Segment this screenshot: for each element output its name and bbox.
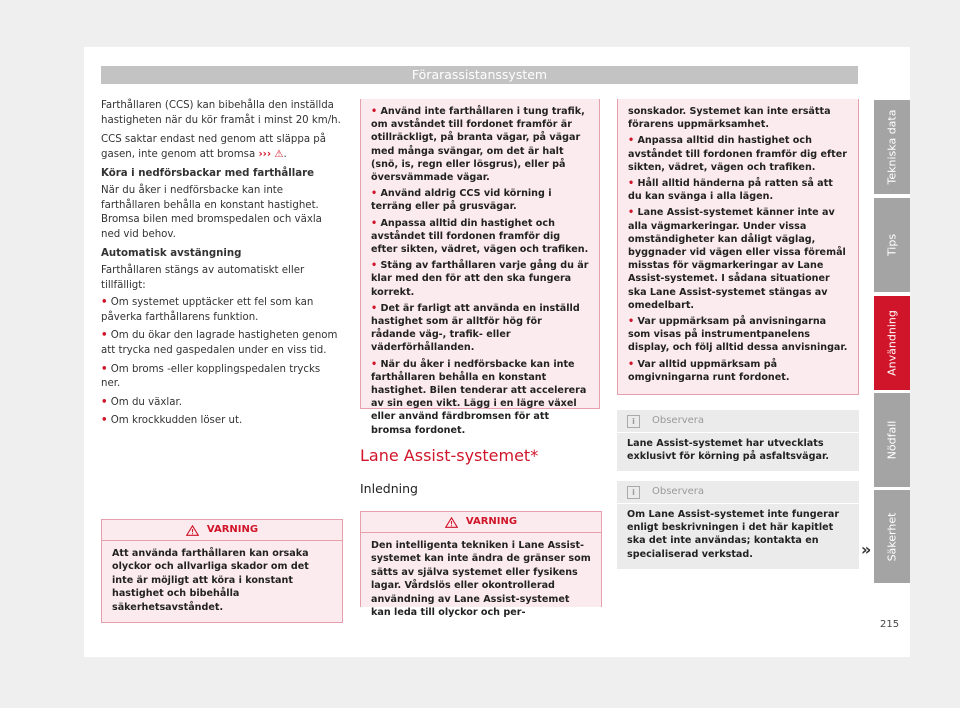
subheading: Automatisk avstängning xyxy=(101,248,242,260)
list-item: • Anpassa alltid din hastighet och avståndet till fordonen framför dig efter sikten, vädret, vägen och trafiken. xyxy=(628,135,847,173)
info-icon: i xyxy=(627,415,640,428)
warning-text: Att använda farthållaren kan orsaka olyckor och allvarliga skador om det inte är möjligt att köra i konstant hastighet och bibehålla säkerhetsavståndet. xyxy=(112,548,309,613)
warning-continuation-panel xyxy=(360,99,600,436)
tab-sakerhet[interactable]: Säkerhet xyxy=(874,490,910,583)
bullet-icon: • xyxy=(101,396,108,408)
warning-text: Den intelligenta tekniken i Lane Assist-systemet kan inte ändra de gränser som sätts av själva systemet eller fysikens lagar. Vårdslös eller okontrollerad användning av Lane Assist-systemet kan leda till olyckor och per- xyxy=(371,540,591,619)
list-item: • När du åker i nedförsbacke kan inte farthållaren behålla en konstant hastighet. Bilen tenderar att accelerera av sin egen vikt. Lägg i en lägre växel eller använd färdbromsen för att bromsa fordonet. xyxy=(371,358,587,436)
bullet-icon: • xyxy=(371,106,378,117)
tab-anvandning[interactable]: Användning xyxy=(874,296,910,390)
list-item: • Använd aldrig CCS vid körning i terräng eller på grusvägar. xyxy=(371,188,552,213)
bullet-icon: • xyxy=(628,207,635,219)
paragraph: sonskador. Systemet kan inte ersätta förarens uppmärksamhet. xyxy=(628,106,831,131)
note-text: Lane Assist-systemet har utvecklats exklusivt för körning på asfaltsvägar. xyxy=(627,438,829,463)
warning-box xyxy=(101,519,343,623)
bullet-icon: • xyxy=(101,330,108,342)
page-number: 215 xyxy=(880,619,900,630)
paragraph: Farthållaren stängs av automatiskt eller tillfälligt: xyxy=(101,264,305,291)
list-item: • Använd inte farthållaren i tung trafik, om avståndet till fordonet framför är otillräckligt, på branta vägar, på vägar med många svängar, om det är halt (snö, is, regn eller lösgrus), eller på översvämmade vägar. xyxy=(371,106,585,184)
column-left xyxy=(101,99,341,433)
warning-continuation-panel xyxy=(617,99,859,395)
list-item: • Om broms -eller kopplingspedalen trycks ner. xyxy=(101,363,321,390)
tab-tekniska-data[interactable]: Tekniska data xyxy=(874,100,910,194)
bullet-icon: • xyxy=(628,316,635,328)
note-box xyxy=(617,410,859,471)
page-header: Förarassistanssystem xyxy=(101,66,858,84)
paragraph: CCS saktar endast ned genom att släppa på gasen, inte genom att bromsa ››› ⚠. xyxy=(101,134,327,160)
warning-triangle-icon xyxy=(445,517,458,528)
list-item: • Om du ökar den lagrade hastigheten genom att trycka ned gaspedalen under en viss tid. xyxy=(101,330,338,356)
bullet-icon: • xyxy=(371,217,378,229)
list-item: • Var alltid uppmärksam på omgivningarna runt fordonet. xyxy=(628,358,790,383)
bullet-icon: • xyxy=(101,415,108,427)
bullet-icon: • xyxy=(628,178,635,190)
warning-label: VARNING xyxy=(465,516,518,528)
section-title: Lane Assist-systemet* xyxy=(360,446,539,465)
warning-triangle-icon xyxy=(186,525,199,536)
warning-box xyxy=(360,511,602,619)
bullet-icon: • xyxy=(101,363,108,375)
warning-header xyxy=(102,520,342,541)
bullet-icon: • xyxy=(371,260,378,272)
note-label: Observera xyxy=(652,415,705,427)
note-box xyxy=(617,481,859,569)
list-item: • Om krockkudden löser ut. xyxy=(101,415,243,427)
section-subtitle: Inledning xyxy=(360,481,418,496)
list-item: • Om systemet upptäcker ett fel som kan påverka farthållarens funktion. xyxy=(101,297,314,323)
bullet-icon: • xyxy=(371,302,378,314)
warning-header xyxy=(361,512,601,533)
note-header xyxy=(617,481,859,504)
list-item: • Håll alltid händerna på ratten så att du kan svänga i alla lägen. xyxy=(628,178,833,203)
paragraph: Farthållaren (CCS) kan bibehålla den inställda hastigheten när du kör framåt i minst 20 km/h. xyxy=(101,100,341,126)
list-item: • Om du växlar. xyxy=(101,396,182,408)
reference-arrows: ››› xyxy=(258,148,272,160)
continue-arrows: » xyxy=(861,540,872,559)
note-text: Om Lane Assist-systemet inte fungerar enligt beskrivningen i det här kapitlet ska det inte användas; kontakta en specialiserad verkstad. xyxy=(627,509,840,560)
info-icon: i xyxy=(627,486,640,499)
warning-triangle-icon: ⚠ xyxy=(274,148,284,160)
tab-tips[interactable]: Tips xyxy=(874,198,910,292)
warning-label: VARNING xyxy=(206,524,259,536)
list-item: • Var uppmärksam på anvisningarna som visas på instrumentpanelens display, och följ alltid dessa anvisningar. xyxy=(628,316,848,354)
tab-nodfall[interactable]: Nödfall xyxy=(874,393,910,487)
bullet-icon: • xyxy=(371,358,378,370)
paragraph: När du åker i nedförsbacke kan inte farthållaren behålla en konstant hastighet. Bromsa bilen med bromspedalen och växla ned vid behov. xyxy=(101,184,322,240)
list-item: • Lane Assist-systemet känner inte av alla vägmarkeringar. Under vissa omständigheter kan dåligt väglag, byggnader vid vägen eller vissa föremål misstas för vägmarkeringar av Lane Assist-systemet. I sådana situationer ska Lane Assist-systemet stängas av omedelbart. xyxy=(628,207,846,311)
bullet-icon: • xyxy=(371,188,378,200)
bullet-icon: • xyxy=(628,135,635,147)
bullet-icon: • xyxy=(101,297,108,309)
note-label: Observera xyxy=(652,486,705,498)
bullet-icon: • xyxy=(628,358,635,370)
list-item: • Det är farligt att använda en inställd hastighet som är alltför hög för rådande väg-, trafik- eller väderförhållanden. xyxy=(371,302,580,354)
list-item: • Anpassa alltid din hastighet och avståndet till fordonen framför dig efter sikten, vädret, vägen och trafiken. xyxy=(371,217,589,256)
note-header xyxy=(617,410,859,433)
list-item: • Stäng av farthållaren varje gång du är klar med den för att den ska fungera korrekt. xyxy=(371,260,589,298)
subheading: Köra i nedförsbackar med farthållare xyxy=(101,168,315,180)
